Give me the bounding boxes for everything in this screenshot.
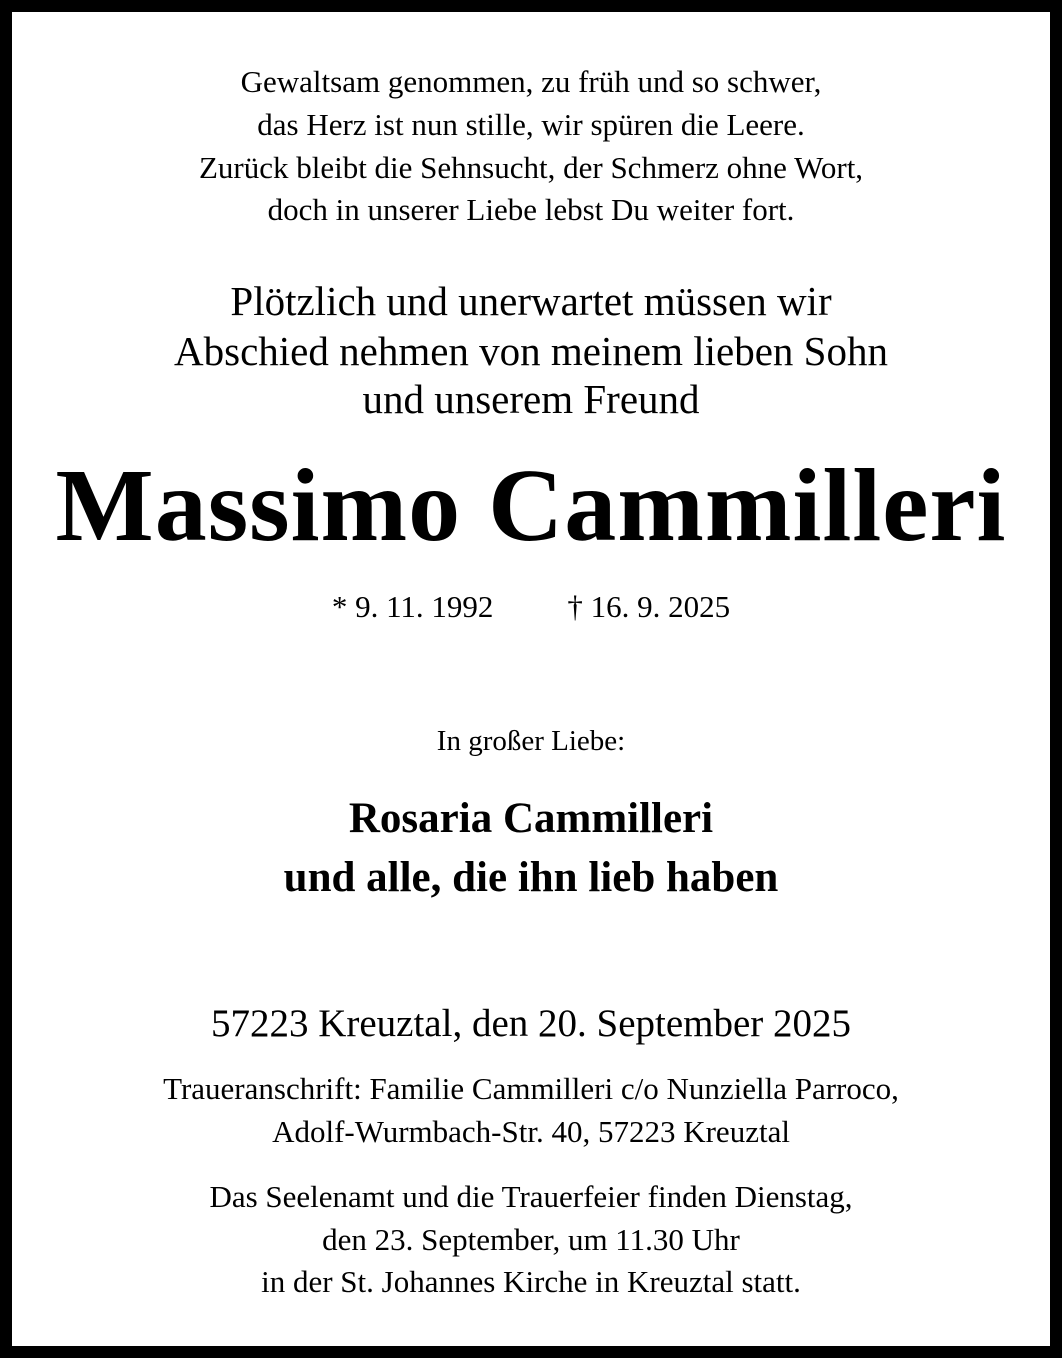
love-line: In großer Liebe: bbox=[436, 725, 626, 757]
poem-line-1: Gewaltsam genommen, zu früh und so schwer, bbox=[240, 64, 822, 99]
place-date: 57223 Kreuztal, den 20. September 2025 bbox=[210, 1002, 852, 1045]
death-date: † 16. 9. 2025 bbox=[567, 589, 731, 624]
service-line-1: Das Seelenamt und die Trauerfeier finden Dienstag, bbox=[209, 1179, 853, 1214]
address-line-2: Adolf-Wurmbach-Str. 40, 57223 Kreuztal bbox=[272, 1114, 790, 1149]
intro-line-1: Plötzlich und unerwartet müssen wir bbox=[230, 278, 832, 324]
poem-line-4: doch in unserer Liebe lebst Du weiter fort. bbox=[267, 192, 795, 227]
birth-date: * 9. 11. 1992 bbox=[331, 589, 494, 624]
poem-line-3: Zurück bleibt die Sehnsucht, der Schmerz ohne Wort, bbox=[198, 150, 864, 185]
intro-line-2: Abschied nehmen von meinem lieben Sohn bbox=[174, 328, 888, 374]
intro-line-3: und unserem Freund bbox=[362, 376, 700, 422]
poem-line-2: das Herz ist nun stille, wir spüren die Leere. bbox=[257, 107, 805, 142]
mourner-line-1: Rosaria Cammilleri bbox=[348, 795, 714, 842]
service-line-3: in der St. Johannes Kirche in Kreuztal statt. bbox=[261, 1264, 801, 1299]
service-line-2: den 23. September, um 11.30 Uhr bbox=[322, 1222, 740, 1257]
address-line-1: Traueranschrift: Familie Cammilleri c/o Nunziella Parroco, bbox=[163, 1071, 899, 1106]
deceased-name: Massimo Cammilleri bbox=[55, 448, 1007, 563]
mourner-line-2: und alle, die ihn lieb haben bbox=[283, 854, 779, 901]
life-dates bbox=[0, 589, 1062, 625]
